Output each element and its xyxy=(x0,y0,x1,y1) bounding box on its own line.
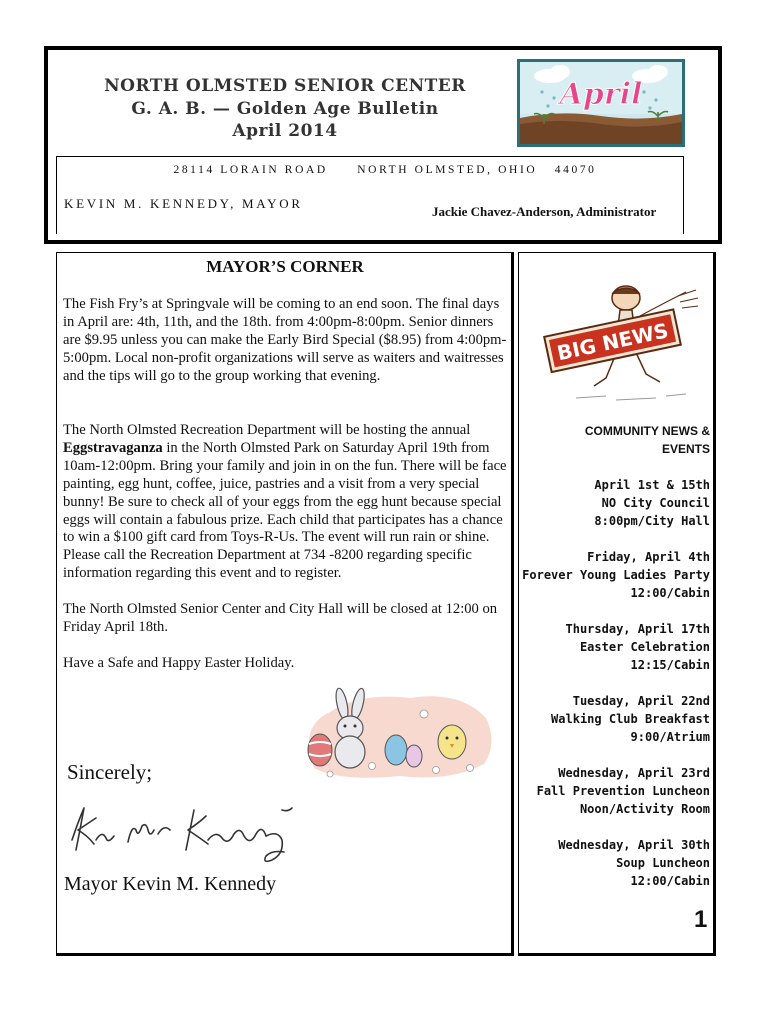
masthead-issue: April 2014 xyxy=(232,121,338,141)
closing-salutation: Sincerely; xyxy=(67,760,153,784)
community-news-heading xyxy=(522,422,710,458)
event-time-place: 12:00/Cabin xyxy=(630,874,710,888)
event-item xyxy=(522,836,710,890)
events-title-line-1: COMMUNITY NEWS & xyxy=(584,424,710,438)
eggstravaganza-bold: Eggstravaganza xyxy=(63,439,163,456)
event-name: Fall Prevention Luncheon xyxy=(536,784,710,798)
address-line xyxy=(0,164,770,176)
event-date: Thursday, April 17th xyxy=(565,622,710,636)
address-street: 28114 LORAIN ROAD xyxy=(173,164,328,176)
event-item xyxy=(522,548,710,602)
closing-notice-paragraph: The North Olmsted Senior Center and City Hall will be closed at 12:00 on Friday April 18th. xyxy=(63,601,498,635)
event-date: Tuesday, April 22nd xyxy=(572,694,710,708)
easter-greeting-paragraph: Have a Safe and Happy Easter Holiday. xyxy=(63,655,295,671)
mayor-name: Mayor Kevin M. Kennedy xyxy=(64,873,277,895)
mayor-signature-image xyxy=(66,800,316,870)
event-item xyxy=(522,476,710,530)
event-date: Wednesday, April 23rd xyxy=(558,766,710,780)
event-name: Easter Celebration xyxy=(579,640,710,654)
event-time-place: 12:15/Cabin xyxy=(630,658,710,672)
mayor-line: KEVIN M. KENNEDY, MAYOR xyxy=(64,196,303,211)
event-time-place: 9:00/Atrium xyxy=(630,730,710,744)
event-time-place: Noon/Activity Room xyxy=(579,802,710,816)
masthead-subtitle: G. A. B. — Golden Age Bulletin xyxy=(131,99,439,119)
para2-prefix: The North Olmsted Recreation Department will be hosting the annual xyxy=(63,422,471,438)
event-item xyxy=(522,692,710,746)
easter-bunny-image xyxy=(300,684,496,784)
april-badge-image xyxy=(517,59,685,147)
address-city: NORTH OLMSTED, OHIO xyxy=(357,164,538,176)
event-time-place: 8:00pm/City Hall xyxy=(594,514,710,528)
mayors-corner-title: MAYOR’S CORNER xyxy=(206,257,364,276)
event-item xyxy=(522,764,710,818)
event-date: Friday, April 4th xyxy=(587,550,710,564)
event-time-place: 12:00/Cabin xyxy=(630,586,710,600)
event-item xyxy=(522,620,710,674)
masthead-title: NORTH OLMSTED SENIOR CENTER xyxy=(104,76,466,96)
eggstravaganza-paragraph xyxy=(63,422,509,583)
big-news-image xyxy=(536,282,706,412)
event-date: April 1st & 15th xyxy=(594,478,710,492)
event-name: Forever Young Ladies Party xyxy=(522,568,710,582)
event-name: Soup Luncheon xyxy=(616,856,710,870)
event-name: NO City Council xyxy=(601,496,710,510)
fish-fry-paragraph: The Fish Fry’s at Springvale will be coming to an end soon. The final days in April are: 4th, 11th, and the 18th. from 4:00pm-8:00pm. Senior dinners are $9.95 unless you can make the Early Bird Special ($8.95) from 4:00pm-5:00pm. Local non-profit organizations will serve as waiters and waitresses and the tips will go to the group working that evening. xyxy=(63,296,507,384)
event-date: Wednesday, April 30th xyxy=(558,838,710,852)
events-title-line-2: EVENTS xyxy=(661,442,710,456)
page-number: 1 xyxy=(694,906,708,933)
big-news-text: BIG NEWS xyxy=(554,318,671,366)
para2-rest: in the North Olmsted Park on Saturday April 19th from 10am-12:00pm. Bring your family and join in on the fun. There will be face painting, egg hunt, coffee, juice, pastries and a visit from a very special bunny! Be sure to check all of your eggs from the egg hunt because special eggs will contain a fabulous prize. Each child that participates has a chance to win a $100 gift card from Toys-R-Us. The event will run rain or shine. Please call the Recreation Department at 734 -8200 regarding specific information regarding this event and to register. xyxy=(63,439,507,582)
event-name: Walking Club Breakfast xyxy=(551,712,710,726)
badge-text: April xyxy=(559,77,643,112)
administrator-line: Jackie Chavez-Anderson, Administrator xyxy=(432,204,657,219)
address-zip: 44070 xyxy=(554,164,597,176)
